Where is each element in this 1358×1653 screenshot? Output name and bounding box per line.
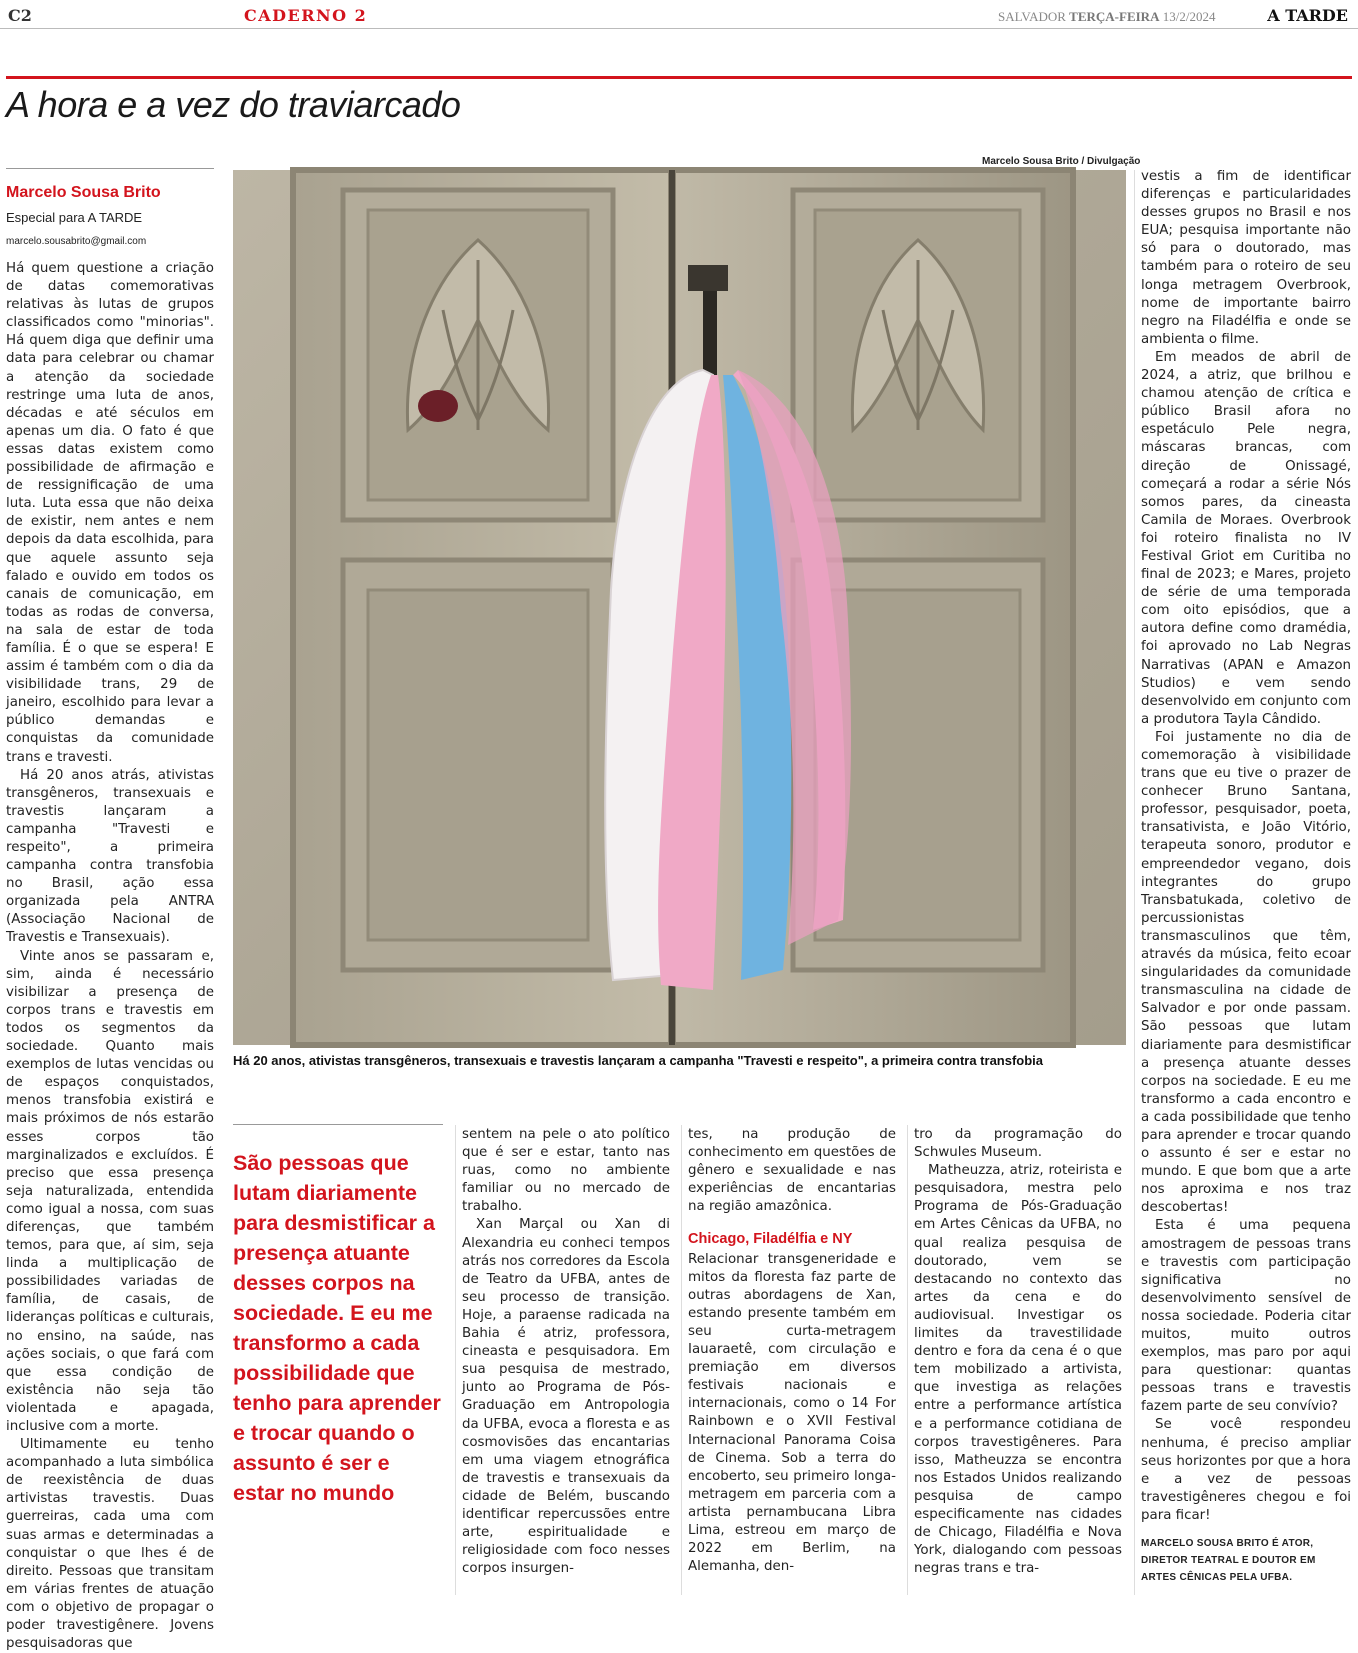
dateline-date: 13/2/2024 <box>1162 9 1216 24</box>
paragraph: sentem na pele o ato político que é ser e estar, tanto nas ruas, como no ambiente familiar ou no mercado de trabalho. <box>462 1127 670 1215</box>
article-column-5 <box>914 1126 1122 1595</box>
column-divider <box>681 1125 682 1595</box>
paragraph: Há quem questione a criação de datas comemorativas relativas às lutas de grupos classificados como "minorias". Há quem diga que definir uma data para celebrar ou chamar a atenção da sociedade restringe uma luta de anos, décadas e até séculos em apenas um dia. O fato é que essas datas existem como possibilidade de afirmação e de ressignificação de uma luta. Luta essa que não deixa de existir, nem antes e nem depois da data escolhida, para que aquele assunto seja falado e ouvido em todos os canais de comunicação, em todas as rodas de conversa, na sala de estar de toda família. É o que se espera! E assim é também com o dia da visibilidade trans, 29 de janeiro, escolhido para levar a público demandas e conquistas da comunidade trans e travesti. <box>6 261 214 765</box>
paragraph: Esta é uma pequena amostragem de pessoas trans e travestis com participação significativa no desenvolvimento sensível de nossa sociedade. Poderia citar muitos, muito outros exemplos, mas paro por aqui para questionar: quantas pessoas trans e travestis fazem parte de seu convívio? <box>1141 1218 1351 1415</box>
dateline <box>998 9 1215 25</box>
newspaper-name: A TARDE <box>1267 6 1348 25</box>
author-role: Especial para A TARDE <box>6 210 143 225</box>
article-column-3 <box>462 1126 670 1595</box>
pull-quote: São pessoas que lutam diariamente para desmistificar a presença atuante desses corpos na sociedade. E eu me transformo a cada possibilidade que tenho para aprender e trocar quando o assunto é ser e estar no mundo <box>233 1151 441 1505</box>
photo-caption: Há 20 anos, ativistas transgêneros, transexuais e travestis lançaram a campanha "Travesti e respeito", a primeira contra transfobia <box>233 1053 1044 1068</box>
article-title: A hora e a vez do traviarcado <box>6 84 461 125</box>
section-subhead: Chicago, Filadélfia e NY <box>688 1231 853 1248</box>
article-column-4 <box>688 1126 896 1595</box>
section-name: CADERNO 2 <box>244 6 368 25</box>
paragraph: Se você respondeu nenhuma, é preciso ampliar seus horizontes por que a hora e a vez de pessoas travestigêneres chegou e foi para ficar! <box>1141 1417 1351 1523</box>
paragraph: tro da programação do Schwules Museum. <box>914 1127 1122 1161</box>
paragraph: Há 20 anos atrás, ativistas transgêneros, transexuais e travestis lançaram a campanha "Travesti e respeito", a primeira campanha contra transfobia no Brasil, ação essa organizada pela ANTRA (Associação Nacional de Travestis e Transexuais). <box>6 767 214 946</box>
paragraph: tes, na produção de conhecimento em questões de gênero e sexualidade e nas experiências de encantarias na região amazônica. <box>688 1127 896 1215</box>
author-email: marcelo.sousabrito@gmail.com <box>6 236 147 247</box>
byline-rule <box>6 168 214 169</box>
author-name: Marcelo Sousa Brito <box>6 184 161 201</box>
dateline-weekday: TERÇA-FEIRA <box>1069 9 1160 24</box>
paragraph: Ultimamente eu tenho acompanhado a luta simbólica de reexistência de duas artivistas travestis. Duas guerreiras, cada uma com suas armas e determinadas a conquistar o que lhes é de direito. Pessoas que transitam em várias frentes de atuação com o objetivo de propagar o poder travestigênere. Jovens pesquisadoras que <box>6 1437 214 1652</box>
paragraph: Foi justamente no dia de comemoração à visibilidade trans que eu tive o prazer de conhecer Bruno Santana, professor, pesquisador, poeta, transativista, e João Vitório, terapeuta sonoro, produtor e empreendedor vegano, dois integrantes do grupo Transbatukada, coletivo de percussionistas transmasculinos que têm, através da música, feito ecoar singularidades da comunidade transmasculina na cidade de Salvador e por onde passam. São pessoas que lutam diariamente para desmistificar a presença atuante desses corpos na sociedade. E eu me transformo a cada encontro e a cada possibilidade que tenho para aprender e trocar quando o assunto é ser e estar no mundo. E que bom que a arte nos aproxima e nos traz descobertas! <box>1141 729 1351 1216</box>
column-divider <box>455 1125 456 1595</box>
paragraph: Vinte anos se passaram e, sim, ainda é necessário visibilizar a presença de corpos trans e travestis em todos os segmentos da sociedade. Quanto mais exemplos de lutas vencidas ou de espaços conquistados, menos transfobia existirá e mais próximos de nós estarão esses corpos tão marginalizados e excluídos. É preciso que essa presença seja naturalizada, entendida como igual a nossa, com suas diferenças, que também temos, para que, aí sim, seja linda a multiplicação de possibilidades variadas de família, de casais, de lideranças políticas e culturais, no ensino, na saúde, nas ações sociais, o que fará com que essa condição de existência não seja tão violentada e apagada, inclusive com a morte. <box>6 948 214 1434</box>
article-column-1 <box>6 260 214 1652</box>
paragraph: Em meados de abril de 2024, a atriz, que brilhou e chamou atenção de crítica e público Brasil afora no espetáculo Pele negra, máscaras brancas, com direção de Onissagé, começará a rodar a série Nós somos pares, da cineasta Camila de Moraes. Overbrook foi roteiro finalista no IV Festival Griot em Curitiba no final de 2023; e Mares, projeto de série de uma temporada com oito episódios, que a autora define como dramédia, foi aprovado no Lab Negras Narrativas (APAN e Amazon Studios) e vem sendo desenvolvido em conjunto com a produtora Tayla Cândido. <box>1141 349 1351 727</box>
column-divider <box>1134 170 1135 1595</box>
page-number: C2 <box>8 6 32 25</box>
column-divider <box>907 1125 908 1595</box>
pull-quote-rule <box>233 1124 443 1125</box>
article-column-6 <box>1141 168 1351 1596</box>
paragraph: Xan Marçal ou Xan di Alexandria eu conheci tempos atrás nos corredores da Escola de Teatro da UFBA, antes de seu processo de transição. Hoje, a paraense radicada na Bahia é atriz, professora, cineasta e pesquisadora. Em sua pesquisa de mestrado, junto ao Programa de Pós-Graduação em Antropologia da UFBA, evoca a floresta e as cosmovisões das encantarias em uma viagem etnográfica de travestis e transexuais da cidade de Belém, buscando identificar repercussões entre arte, espiritualidade e religiosidade com foco nesses corpos insurgen- <box>462 1217 670 1577</box>
photo-credit: Marcelo Sousa Brito / Divulgação <box>982 156 1141 167</box>
header-rule <box>0 28 1358 29</box>
door-with-trans-flag-image <box>233 170 1126 1045</box>
dateline-city: SALVADOR <box>998 9 1066 24</box>
paragraph: Matheuzza, atriz, roteirista e pesquisadora, mestra pelo Programa de Pós-Graduação em Artes Cênicas da UFBA, no qual realiza pesquisa de doutorado, vem se destacando no contexto das artes da cena e do audiovisual. Investigar os limites da travestilidade dentro e fora da cena é o que tem mobilizado a artivista, que investiga as relações entre a performance artística e a performance cotidiana de corpos travestigêneres. Para isso, Matheuzza se encontra nos Estados Unidos realizando pesquisa de campo especificamente nas cidades de Chicago, Filadélfia e Nova York, dialogando com pessoas negras trans e tra- <box>914 1163 1122 1577</box>
paragraph: vestis a fim de identificar diferenças e particularidades desses grupos no Brasil e nos EUA; pesquisa importante não só para o doutorado, mas também para o roteiro de seu longa metragem Overbrook, nome de importante bairro negro na Filadélfia e onde se ambienta o filme. <box>1141 169 1351 347</box>
title-rule <box>6 76 1352 79</box>
article-photo <box>233 170 1126 1045</box>
author-bio: MARCELO SOUSA BRITO É ATOR, DIRETOR TEATRAL E DOUTOR EM ARTES CÊNICAS PELA UFBA. <box>1141 1538 1316 1584</box>
paragraph: Relacionar transgeneridade e mitos da floresta faz parte de outras abordagens de Xan, estando presente também em seu curta-metragem Iauaraetê, com circulação e premiação em diversos festivais nacionais e internacionais, como o 14 For Rainbown e o XVII Festival Internacional Panorama Coisa de Cinema. Sob a terra do encoberto, seu primeiro longa-metragem em parceria com a artista pernambucana Libra Lima, estreou em março de 2022 em Berlim, na Alemanha, den- <box>688 1251 896 1575</box>
